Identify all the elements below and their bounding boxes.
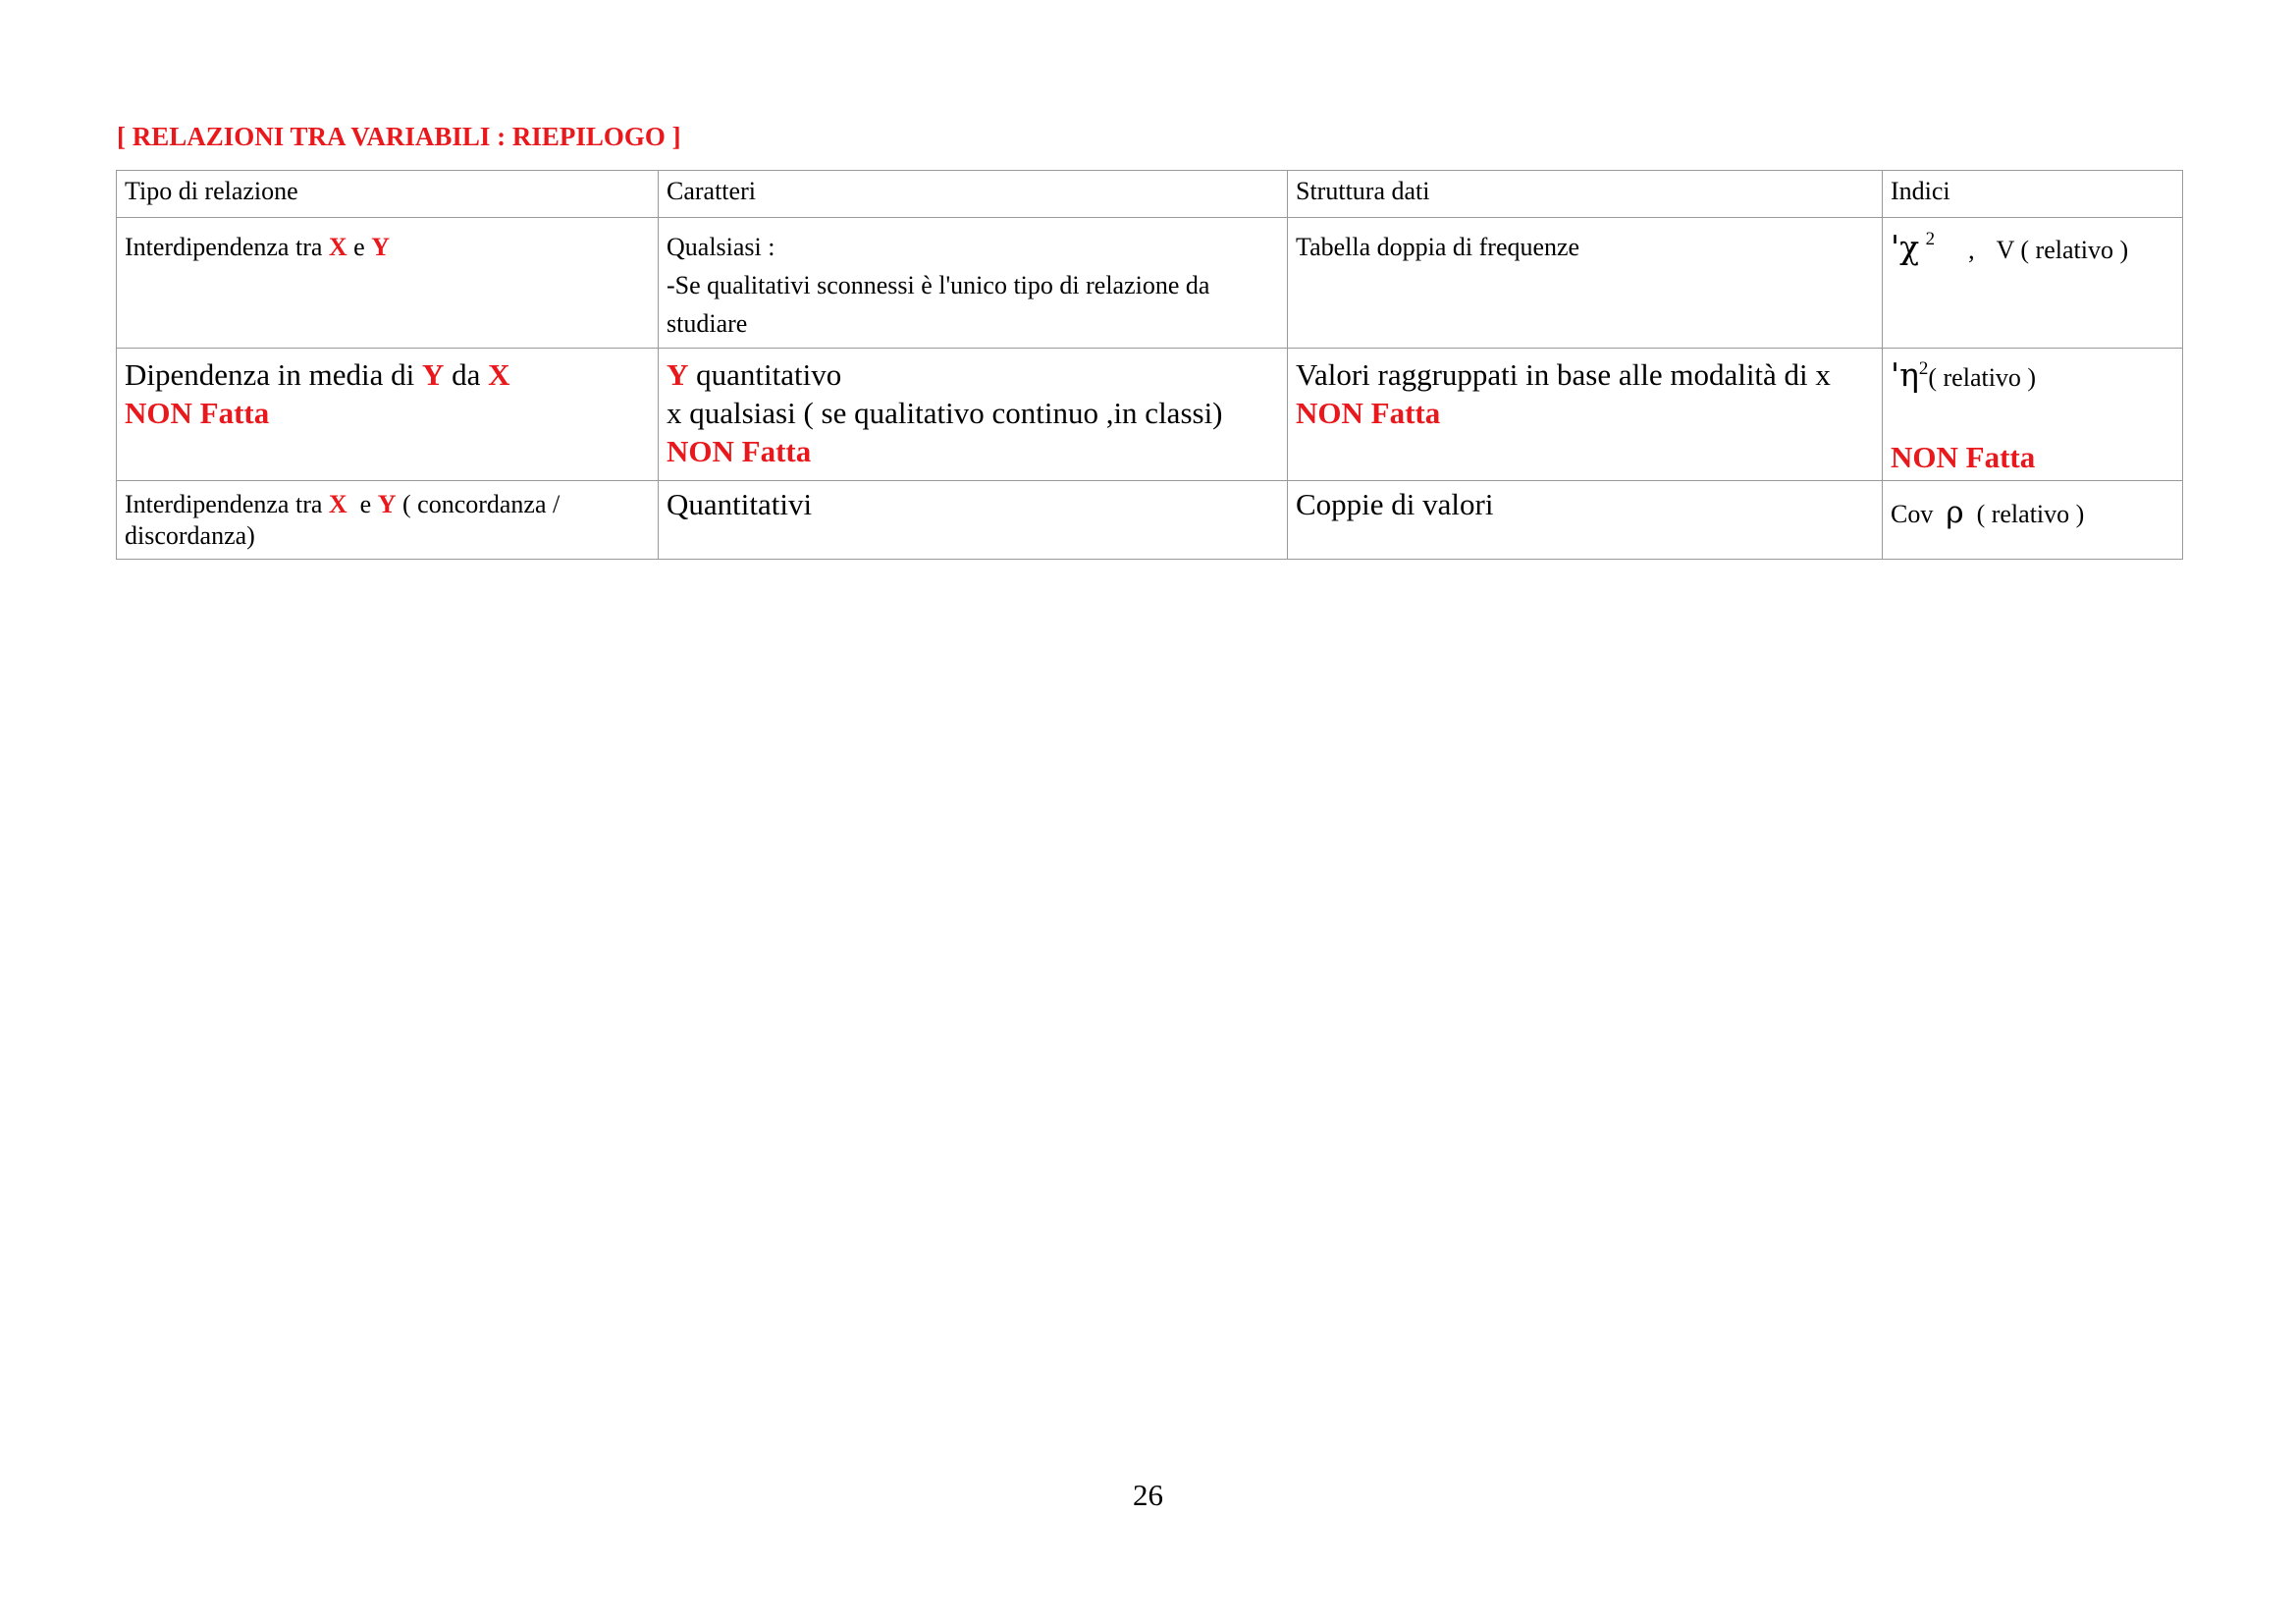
var-y: Y: [377, 490, 397, 518]
tipo-prefix: Interdipendenza tra: [125, 490, 329, 518]
eta-symbol: η: [1899, 355, 1919, 394]
var-y: Y: [371, 233, 390, 261]
page-title: [ RELAZIONI TRA VARIABILI : RIEPILOGO ]: [117, 122, 681, 151]
indici-rest: ( relativo ): [1976, 500, 2085, 528]
table-row: [117, 218, 2183, 349]
cell-struttura: [1288, 349, 1883, 481]
tipo-prefix: Dipendenza in media di: [125, 357, 423, 392]
header-indici: Indici: [1883, 171, 2183, 218]
cell-tipo: [117, 349, 659, 481]
cell-indici: [1883, 349, 2183, 481]
var-y: Y: [422, 357, 445, 392]
tipo-line2: discordanza): [125, 521, 255, 550]
struttura-text: Valori raggruppati in base alle modalità di x: [1296, 357, 1831, 392]
cell-caratteri: Quantitativi: [659, 481, 1288, 560]
cell-tipo: [117, 481, 659, 560]
cell-indici: [1883, 481, 2183, 560]
tipo-mid: e: [347, 233, 372, 261]
table-row: [117, 349, 2183, 481]
cell-caratteri: [659, 218, 1288, 349]
cell-struttura: Tabella doppia di frequenze: [1288, 218, 1883, 349]
status-not-done: NON Fatta: [667, 434, 812, 468]
var-x: X: [328, 490, 347, 518]
tipo-mid: e: [347, 490, 378, 518]
caratteri-line: -Se qualitativi sconnessi è l'unico tipo di relazione da: [667, 271, 1210, 299]
tipo-prefix: Interdipendenza tra: [125, 233, 329, 261]
header-caratteri: Caratteri: [659, 171, 1288, 218]
cell-struttura: Coppie di valori: [1288, 481, 1883, 560]
superscript-2: 2: [1918, 358, 1929, 379]
cell-indici: [1883, 218, 2183, 349]
apostrophe: ': [1891, 355, 1900, 394]
page-number: 26: [1133, 1478, 1163, 1512]
header-struttura: Struttura dati: [1288, 171, 1883, 218]
caratteri-line: Qualsiasi :: [667, 233, 775, 261]
var-x: X: [328, 233, 347, 261]
chi-symbol: χ: [1899, 228, 1920, 266]
caratteri-line: studiare: [667, 309, 748, 338]
rho-symbol: ρ: [1946, 495, 1964, 530]
cov-label: Cov: [1891, 500, 1934, 528]
tipo-rest: ( concordanza /: [396, 490, 561, 518]
cell-tipo: [117, 218, 659, 349]
comma: ,: [1968, 236, 1975, 264]
status-not-done: NON Fatta: [1296, 396, 1441, 430]
indici-rest: V ( relativo ): [1996, 236, 2129, 264]
superscript-2: 2: [1925, 229, 1936, 249]
apostrophe: ': [1891, 228, 1900, 266]
status-not-done: NON Fatta: [1891, 440, 2036, 474]
var-y: Y: [667, 357, 689, 392]
indici-rest: ( relativo ): [1928, 363, 2037, 392]
table-header-row: [117, 171, 2183, 218]
cell-caratteri: [659, 349, 1288, 481]
tipo-mid: da: [444, 357, 489, 392]
caratteri-line: quantitativo: [688, 357, 842, 392]
header-tipo: Tipo di relazione: [117, 171, 659, 218]
status-not-done: NON Fatta: [125, 396, 270, 430]
caratteri-line: x qualsiasi ( se qualitativo continuo ,in classi): [667, 396, 1223, 430]
summary-table: [116, 170, 2183, 560]
var-x: X: [488, 357, 510, 392]
table-row: [117, 481, 2183, 560]
